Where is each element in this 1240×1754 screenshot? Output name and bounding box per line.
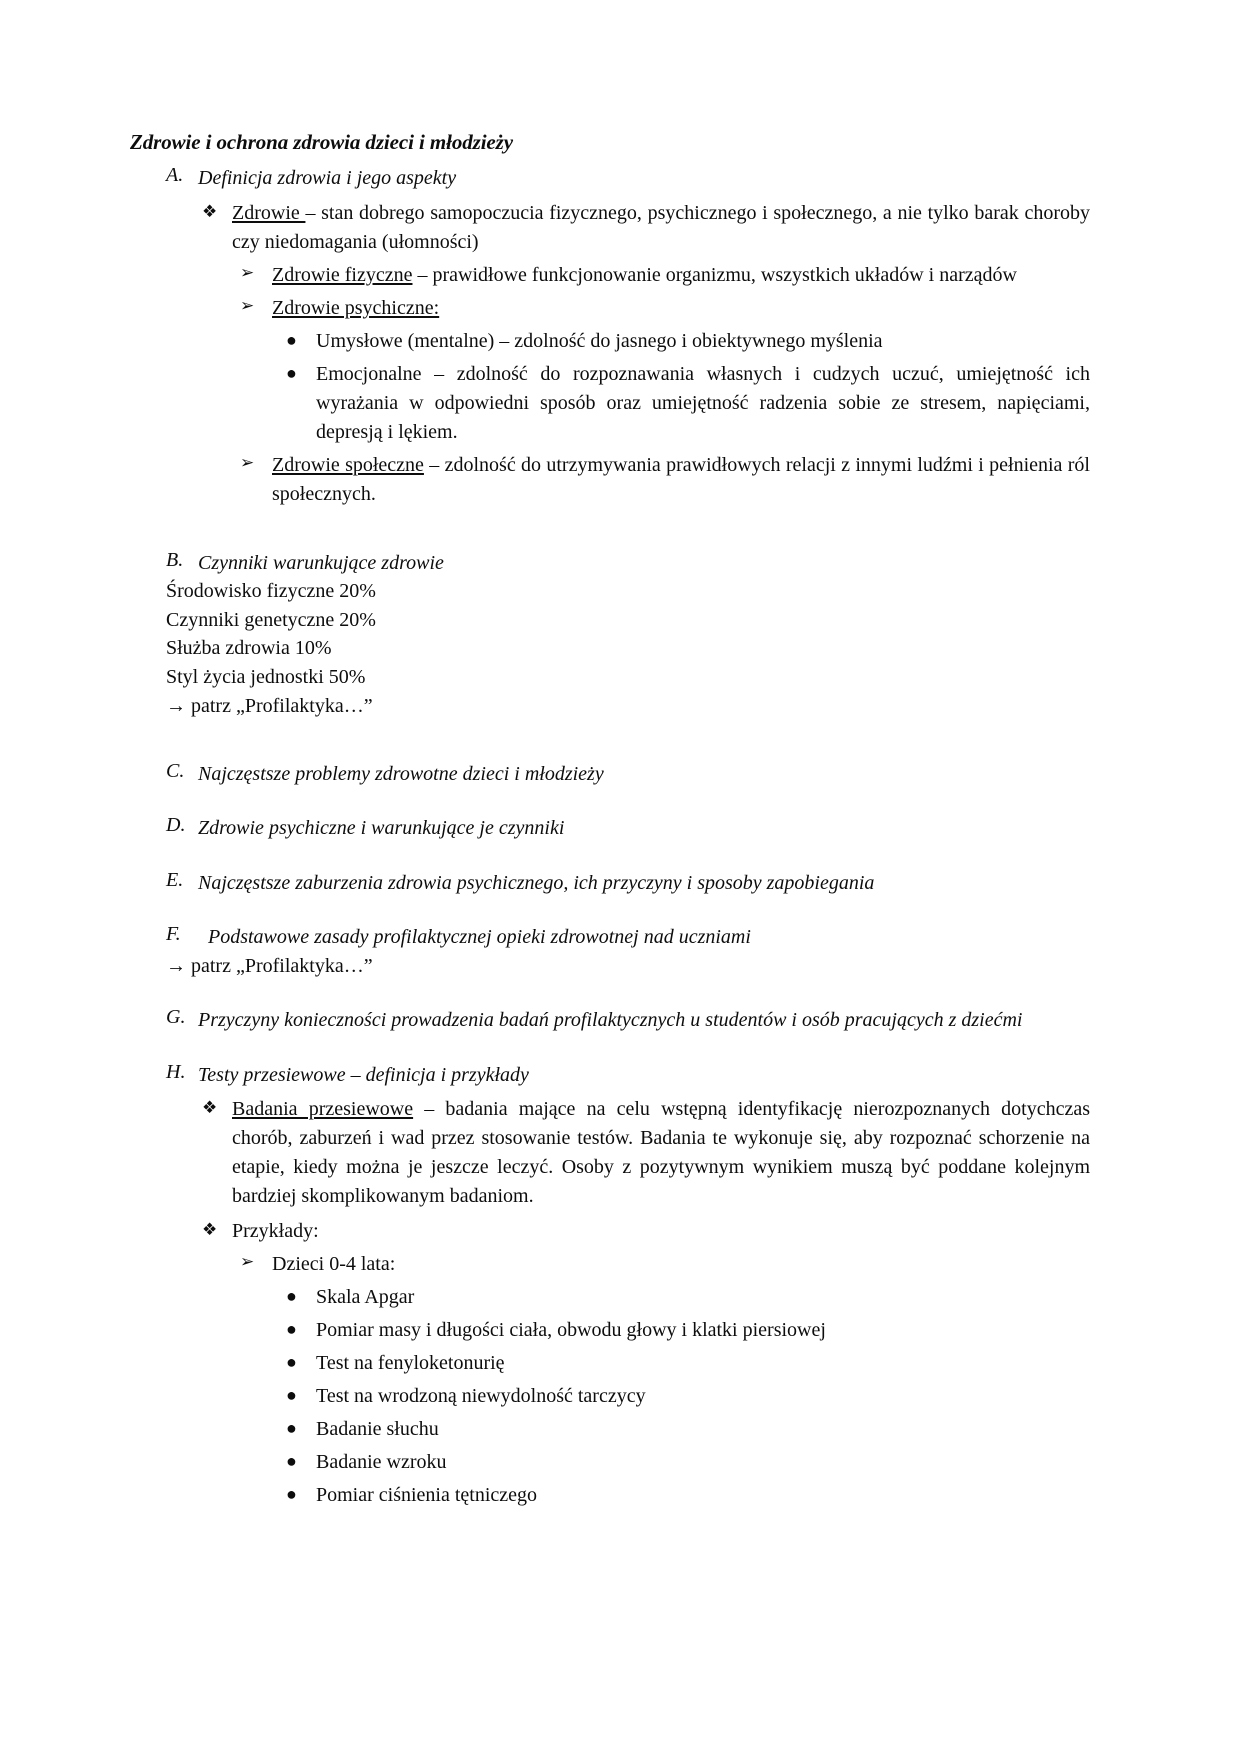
dot-bullet-icon: ● xyxy=(286,362,297,383)
section-e-label: E. xyxy=(166,868,184,891)
test-text: Test na wrodzoną niewydolność tarczycy xyxy=(316,1385,646,1408)
spacer xyxy=(130,843,1090,869)
mental-item-text: Umysłowe (mentalne) – zdolność do jasnego i obiektywnego myślenia xyxy=(316,329,883,352)
page-title: Zdrowie i ochrona zdrowia dzieci i młodzieży xyxy=(130,130,513,154)
factor-srodowisko: Środowisko fizyczne 20% xyxy=(166,580,376,603)
diamond-bullet-icon: ❖ xyxy=(202,1220,218,1240)
mental-item-emocjonalne xyxy=(130,360,1090,447)
section-c-label: C. xyxy=(166,760,185,783)
przyklady-label xyxy=(130,1217,1090,1246)
dot-bullet-icon: ● xyxy=(286,1451,297,1472)
test-cisnienie-tetnicze xyxy=(130,1481,1090,1510)
dot-bullet-icon: ● xyxy=(286,1418,297,1439)
arrow-bullet-icon: ➢ xyxy=(240,452,255,472)
test-text: Pomiar ciśnienia tętniczego xyxy=(316,1484,538,1507)
section-b-title: Czynniki warunkujące zdrowie xyxy=(198,551,444,574)
section-h-label: H. xyxy=(166,1060,186,1083)
section-f-reference: → patrz „Profilaktyka…” xyxy=(166,954,373,977)
test-pomiar-masy xyxy=(130,1316,1090,1345)
section-e-title: Najczęstsze zaburzenia zdrowia psychicznego, ich przyczyny i sposoby zapobiegania xyxy=(198,871,875,894)
test-fenyloketonuria xyxy=(130,1349,1090,1378)
badania-przesiewowe-definition xyxy=(130,1095,1090,1211)
test-tarczyca xyxy=(130,1382,1090,1411)
screening-term: Badania przesiewowe xyxy=(232,1098,414,1121)
spacer xyxy=(130,720,1090,760)
diamond-bullet-icon: ❖ xyxy=(202,1098,218,1118)
section-g-title: Przyczyny konieczności prowadzenia badań profilaktycznych u studentów i osób pracujących z dziećmi xyxy=(198,1009,1023,1032)
examples-label-text: Przykłady: xyxy=(232,1220,319,1243)
spacer xyxy=(130,980,1090,1006)
arrow-bullet-icon: ➢ xyxy=(240,262,255,282)
section-g-label: G. xyxy=(166,1006,186,1029)
dot-bullet-icon: ● xyxy=(286,1484,297,1505)
zdrowie-psychiczne xyxy=(130,294,1090,323)
screening-text: – badania mające na celu wstępną identyfikację nierozpoznanych dotychczas chorób, zaburzeń i wad przez stosowanie testów. Badania te wykonuje się, aby rozpoznać schorzenie na etapie, kiedy można je jeszcze leczyć. Osoby z pozytywnym wynikiem muszą być poddane kolejnym bardziej skomplikowanym badaniom. xyxy=(232,1098,1090,1208)
section-b-reference: → patrz „Profilaktyka…” xyxy=(166,694,373,717)
test-text: Pomiar masy i długości ciała, obwodu głowy i klatki piersiowej xyxy=(316,1319,826,1342)
social-text: – zdolność do utrzymywania prawidłowych relacji z innymi ludźmi i pełnienia ról społecznych. xyxy=(272,453,1090,505)
section-b xyxy=(130,549,1090,577)
test-skala-apgar xyxy=(130,1283,1090,1312)
definition-zdrowie xyxy=(130,199,1090,257)
spacer xyxy=(130,788,1090,814)
section-a-title: Definicja zdrowia i jego aspekty xyxy=(198,167,457,190)
test-text: Badanie wzroku xyxy=(316,1451,447,1474)
age-group-text: Dzieci 0-4 lata: xyxy=(272,1253,396,1276)
dot-bullet-icon: ● xyxy=(286,1286,297,1307)
section-c xyxy=(130,760,1090,788)
definition-text: – stan dobrego samopoczucia fizycznego, psychicznego i społecznego, a nie tylko barak choroby czy niedomagania (ułomności) xyxy=(232,201,1090,253)
section-c-title: Najczęstsze problemy zdrowotne dzieci i młodzieży xyxy=(198,763,604,786)
factor-genetyczne: Czynniki genetyczne 20% xyxy=(166,608,376,631)
dot-bullet-icon: ● xyxy=(286,1352,297,1373)
factor-styl-zycia: Styl życia jednostki 50% xyxy=(166,665,366,688)
section-g xyxy=(130,1006,1090,1034)
zdrowie-spoleczne xyxy=(130,451,1090,509)
definition-term: Zdrowie xyxy=(232,201,306,224)
section-h xyxy=(130,1061,1090,1089)
section-h-title: Testy przesiewowe – definicja i przykłady xyxy=(198,1063,529,1086)
mental-item-text: Emocjonalne – zdolność do rozpoznawania własnych i cudzych uczuć, umiejętność ich wyrażania w odpowiedni sposób oraz umiejętność radzenia sobie ze stresem, napięciami, depresją i lękiem. xyxy=(316,362,1090,443)
section-b-label: B. xyxy=(166,548,184,571)
physical-text: – prawidłowe funkcjonowanie organizmu, wszystkich układów i narządów xyxy=(412,263,1017,286)
section-e xyxy=(130,869,1090,897)
section-d-title: Zdrowie psychiczne i warunkujące je czynniki xyxy=(198,817,565,840)
test-badanie-sluchu xyxy=(130,1415,1090,1444)
section-d xyxy=(130,814,1090,842)
factor-sluzba-zdrowia: Służba zdrowia 10% xyxy=(166,637,332,660)
section-f-label: F. xyxy=(166,923,181,946)
dot-bullet-icon: ● xyxy=(286,1319,297,1340)
section-f-title: Podstawowe zasady profilaktycznej opieki zdrowotnej nad uczniami xyxy=(208,926,751,949)
section-f xyxy=(130,923,1090,951)
spacer xyxy=(130,509,1090,549)
test-text: Test na fenyloketonurię xyxy=(316,1352,505,1375)
mental-item-umyslowe xyxy=(130,327,1090,356)
dot-bullet-icon: ● xyxy=(286,1385,297,1406)
diamond-bullet-icon: ❖ xyxy=(202,201,218,221)
zdrowie-fizyczne xyxy=(130,261,1090,290)
section-d-label: D. xyxy=(166,814,186,837)
mental-term: Zdrowie psychiczne: xyxy=(272,296,440,319)
test-badanie-wzroku xyxy=(130,1448,1090,1477)
arrow-bullet-icon: ➢ xyxy=(240,1252,255,1272)
physical-term: Zdrowie fizyczne xyxy=(272,263,413,286)
section-a-label: A. xyxy=(166,164,184,187)
spacer xyxy=(130,897,1090,923)
spacer xyxy=(130,1035,1090,1061)
test-text: Badanie słuchu xyxy=(316,1418,439,1441)
dot-bullet-icon: ● xyxy=(286,329,297,350)
test-text: Skala Apgar xyxy=(316,1286,415,1309)
arrow-bullet-icon: ➢ xyxy=(240,295,255,315)
age-group-dzieci xyxy=(130,1250,1090,1279)
social-term: Zdrowie społeczne xyxy=(272,453,424,476)
section-a xyxy=(130,164,1090,192)
